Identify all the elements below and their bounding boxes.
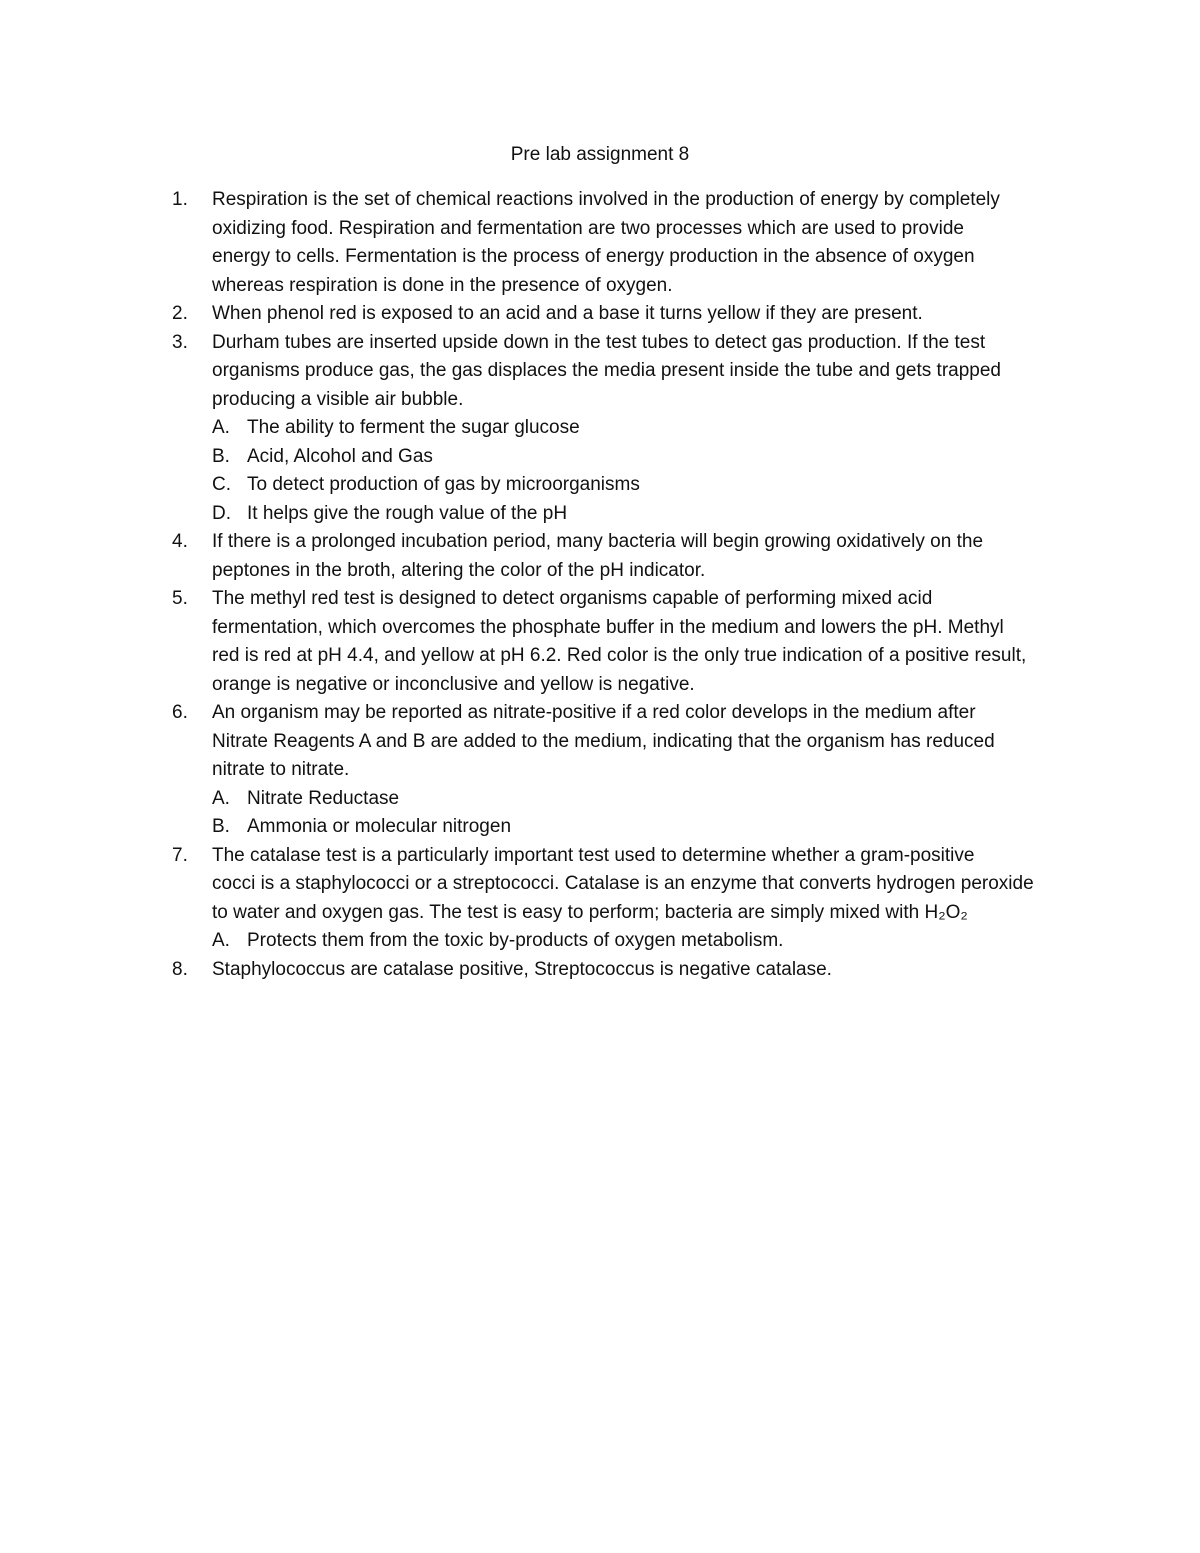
item-text: Respiration is the set of chemical reactions involved in the production of energy by completely oxidizing food. Respiration and fermentation are two processes which are used to provide energy to cells. Fermentation is the process of energy production in the absence of oxygen whereas respiration is done in the presence of oxygen. <box>212 189 1000 296</box>
sub-item-text: To detect production of gas by microorganisms <box>247 474 640 495</box>
document-title: Pre lab assignment 8 <box>510 144 690 165</box>
sub-item <box>172 813 1052 842</box>
item-number: 8. <box>172 958 188 980</box>
list-item <box>172 956 1052 985</box>
list-item <box>172 329 1052 415</box>
sub-item <box>172 414 1052 443</box>
item-number: 4. <box>172 531 188 552</box>
item-text: Staphylococcus are catalase positive, Streptococcus is negative catalase. <box>212 958 832 980</box>
list-item <box>172 842 1052 928</box>
sub-item-text: Protects them from the toxic by-products of oxygen metabolism. <box>247 930 784 951</box>
list-item <box>172 186 1052 300</box>
list-item <box>172 699 1052 785</box>
item-text: If there is a prolonged incubation period, many bacteria will begin growing oxidatively on the peptones in the broth, altering the color of the pH indicator. <box>212 531 984 581</box>
sub-item-text: It helps give the rough value of the pH <box>247 502 568 524</box>
sub-item-letter: A. <box>212 417 230 438</box>
item-number: 5. <box>172 588 188 609</box>
sub-item-text: Ammonia or molecular nitrogen <box>247 816 512 837</box>
list-item <box>172 300 1052 329</box>
item-text: The catalase test is a particularly important test used to determine whether a gram-positive cocci is a staphylococci or a streptococci. Catalase is an enzyme that converts hydrogen peroxide to water and oxygen gas. The test is easy to perform; bacteria are simply mixed with H₂O₂ <box>212 844 1034 923</box>
sub-item <box>172 500 1052 529</box>
item-number: 7. <box>172 844 188 866</box>
item-number: 6. <box>172 702 188 723</box>
sub-item-letter: D. <box>212 502 231 524</box>
sub-item-letter: A. <box>212 930 230 951</box>
item-text: Durham tubes are inserted upside down in the test tubes to detect gas production. If the test organisms produce gas, the gas displaces the media present inside the tube and gets trapped producing a visible air bubble. <box>212 331 1002 410</box>
sub-item-text: Acid, Alcohol and Gas <box>247 445 433 467</box>
list-item <box>172 585 1052 699</box>
sub-item-letter: B. <box>212 445 230 467</box>
answer-list <box>172 186 1052 984</box>
sub-item <box>172 471 1052 500</box>
sub-item-letter: B. <box>212 816 230 837</box>
sub-item-letter: C. <box>212 474 231 495</box>
sub-item <box>172 443 1052 472</box>
item-text: When phenol red is exposed to an acid and a base it turns yellow if they are present. <box>212 303 923 324</box>
sub-item <box>172 927 1052 956</box>
item-number: 3. <box>172 331 188 353</box>
item-number: 1. <box>172 189 188 210</box>
item-text: The methyl red test is designed to detect organisms capable of performing mixed acid fermentation, which overcomes the phosphate buffer in the medium and lowers the pH. Methyl red is red at pH 4.4, and yellow at pH 6.2. Red color is the only true indication of a positive result, orange is negative or inconclusive and yellow is negative. <box>212 588 1027 695</box>
sub-item-text: The ability to ferment the sugar glucose <box>247 417 580 438</box>
sub-item-text: Nitrate Reductase <box>247 787 400 809</box>
sub-item-letter: A. <box>212 787 230 809</box>
item-number: 2. <box>172 303 188 324</box>
item-text: An organism may be reported as nitrate-positive if a red color develops in the medium after Nitrate Reagents A and B are added to the medium, indicating that the organism has reduced nitrate to nitrate. <box>212 702 995 780</box>
list-item <box>172 528 1052 585</box>
sub-item <box>172 785 1052 814</box>
